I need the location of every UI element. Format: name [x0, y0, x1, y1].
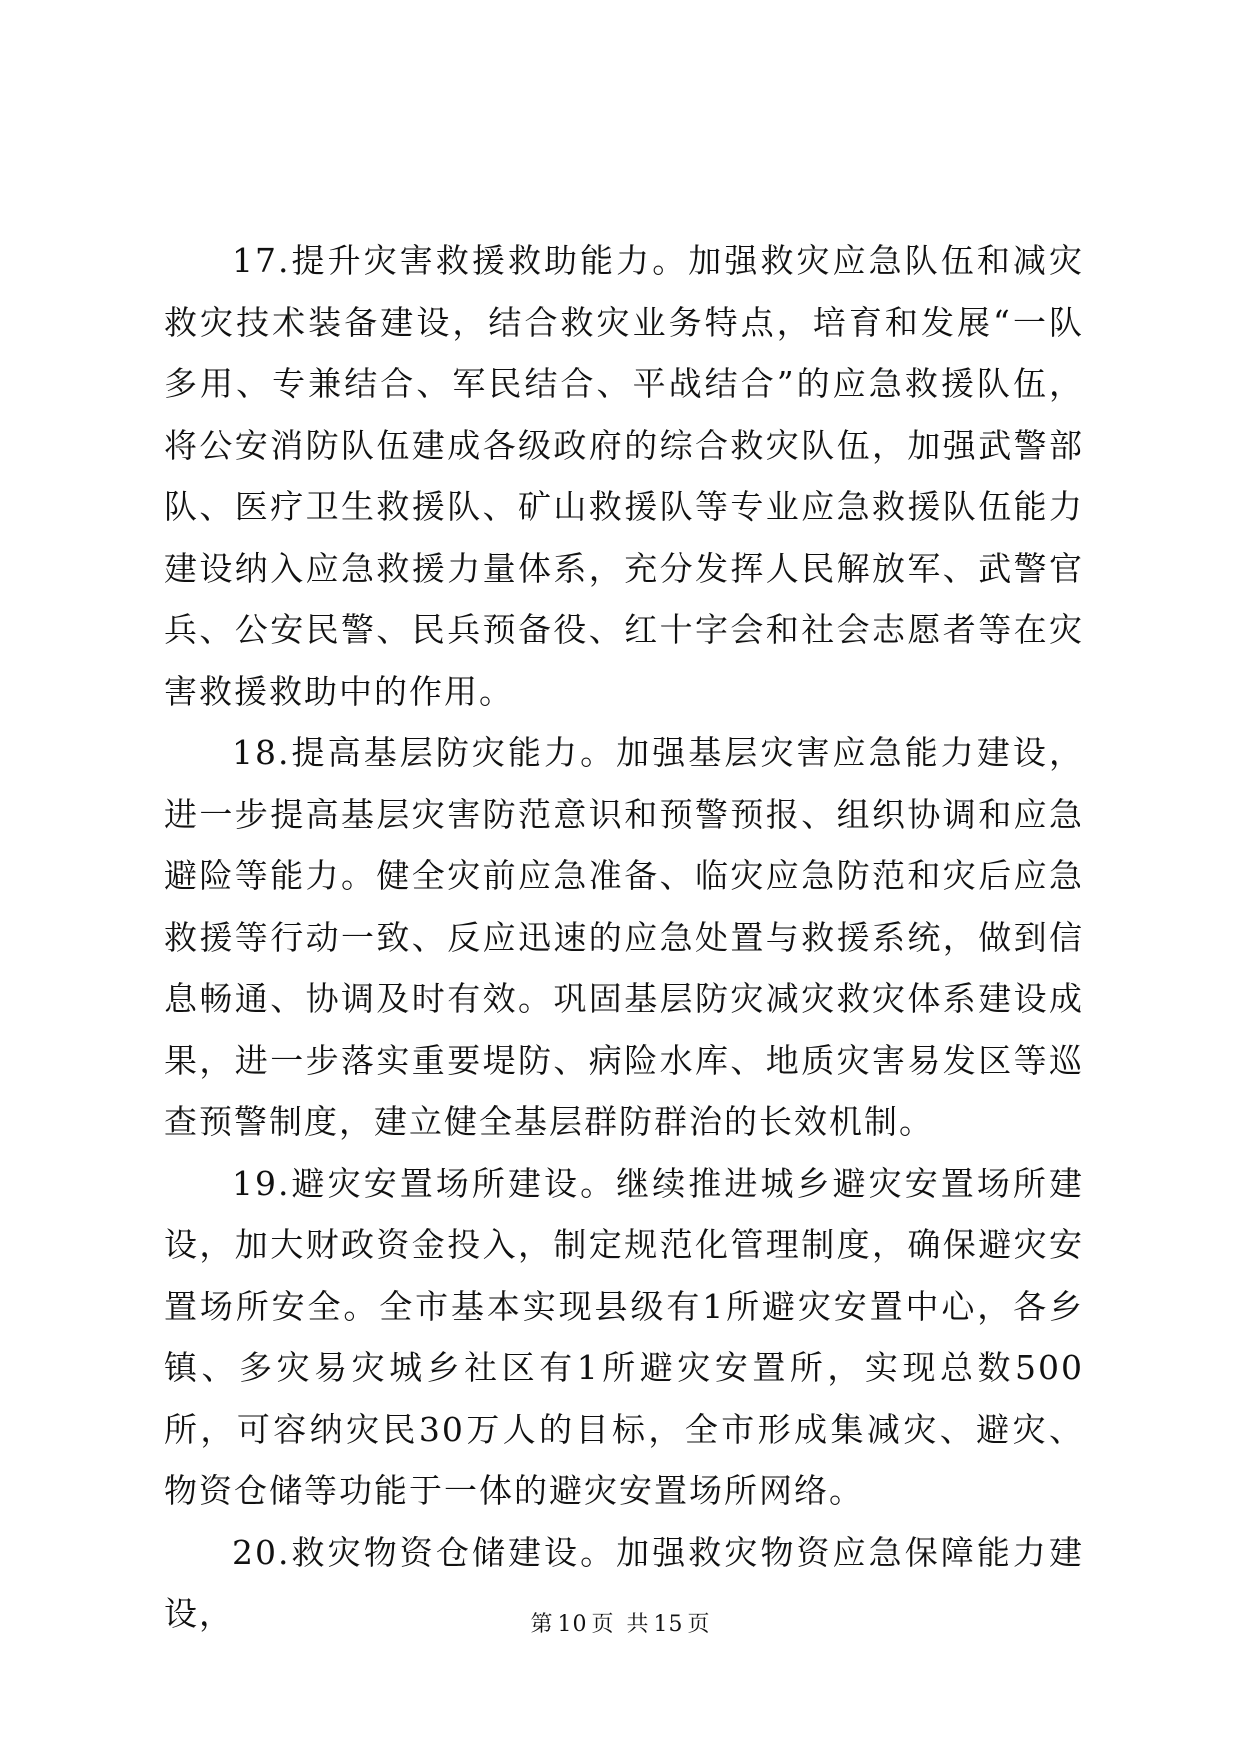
paragraph-19: 19.避灾安置场所建设。继续推进城乡避灾安置场所建设，加大财政资金投入，制定规范化管理制度，确保避灾安置场所安全。全市基本实现县级有1所避灾安置中心，各乡镇、多灾易灾城乡社区有1所避灾安置所，实现总数500所，可容纳灾民30万人的目标，全市形成集减灾、避灾、物资仓储等功能于一体的避灾安置场所网络。 — [164, 1163, 1084, 1510]
page-footer — [0, 1610, 1241, 1640]
paragraph-17: 17.提升灾害救援救助能力。加强救灾应急队伍和减灾救灾技术装备建设，结合救灾业务特点，培育和发展“一队多用、专兼结合、军民结合、平战结合”的应急救援队伍，将公安消防队伍建成各级政府的综合救灾队伍，加强武警部队、医疗卫生救援队、矿山救援队等专业应急救援队伍能力建设纳入应急救援力量体系，充分发挥人民解放军、武警官兵、公安民警、民兵预备役、红十字会和社会志愿者等在灾害救援救助中的作用。 — [164, 241, 1084, 711]
document-body — [164, 230, 1084, 1645]
total-suffix: 页 — [687, 1612, 711, 1637]
total-pages-number: 15 — [653, 1612, 684, 1637]
page-word: 页 — [591, 1612, 615, 1637]
total-prefix: 共 — [626, 1612, 650, 1637]
paragraph-20: 20.救灾物资仓储建设。加强救灾物资应急保障能力建设， — [164, 1532, 1084, 1633]
paragraph-18: 18.提高基层防灾能力。加强基层灾害应急能力建设，进一步提高基层灾害防范意识和预警预报、组织协调和应急避险等能力。健全灾前应急准备、临灾应急防范和灾后应急救援等行动一致、反应迅速的应急处置与救援系统，做到信息畅通、协调及时有效。巩固基层防灾减灾救灾体系建设成果，进一步落实重要堤防、病险水库、地质灾害易发区等巡查预警制度，建立健全基层群防群治的长效机制。 — [164, 733, 1084, 1141]
current-page-number: 10 — [557, 1612, 588, 1637]
page-prefix: 第 — [530, 1612, 554, 1637]
